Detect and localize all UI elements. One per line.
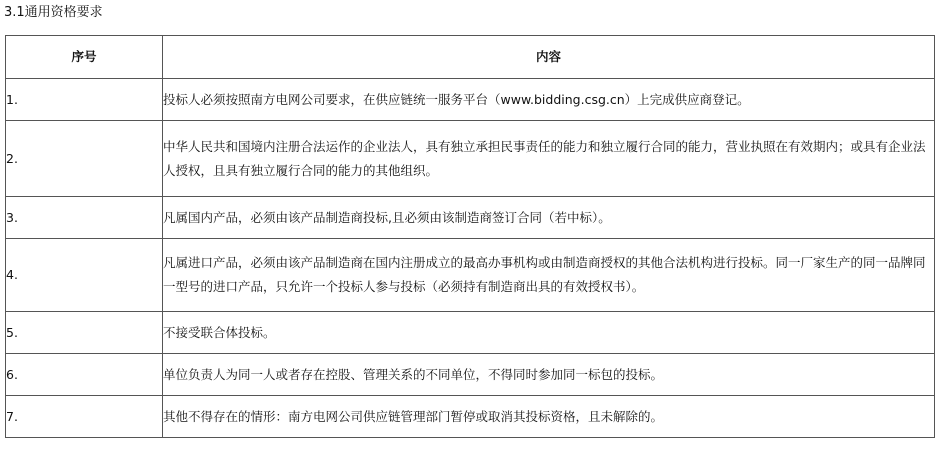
row-content: 不接受联合体投标。 (163, 312, 935, 354)
table-row (6, 79, 935, 121)
header-serial-number: 序号 (6, 36, 163, 79)
row-content: 其他不得存在的情形：南方电网公司供应链管理部门暂停或取消其投标资格，且未解除的。 (163, 396, 935, 438)
table-row (6, 239, 935, 312)
table-row (6, 197, 935, 239)
table-row (6, 354, 935, 396)
row-content: 中华人民共和国境内注册合法运作的企业法人，具有独立承担民事责任的能力和独立履行合同的能力，营业执照在有效期内；或具有企业法人授权，且具有独立履行合同的能力的其他组织。 (163, 121, 935, 197)
table-row (6, 121, 935, 197)
row-content: 投标人必须按照南方电网公司要求，在供应链统一服务平台（www.bidding.csg.cn）上完成供应商登记。 (163, 79, 935, 121)
row-number: 4. (6, 239, 163, 312)
header-content: 内容 (163, 36, 935, 79)
row-number: 3. (6, 197, 163, 239)
row-content: 单位负责人为同一人或者存在控股、管理关系的不同单位，不得同时参加同一标包的投标。 (163, 354, 935, 396)
row-number: 6. (6, 354, 163, 396)
table-row (6, 312, 935, 354)
row-number: 1. (6, 79, 163, 121)
row-number: 5. (6, 312, 163, 354)
qualification-table (5, 35, 935, 438)
row-number: 7. (6, 396, 163, 438)
row-content: 凡属国内产品，必须由该产品制造商投标,且必须由该制造商签订合同（若中标）。 (163, 197, 935, 239)
table-row (6, 396, 935, 438)
row-content: 凡属进口产品，必须由该产品制造商在国内注册成立的最高办事机构或由制造商授权的其他合法机构进行投标。同一厂家生产的同一品牌同一型号的进口产品，只允许一个投标人参与投标（必须持有制造商出具的有效授权书）。 (163, 239, 935, 312)
row-number: 2. (6, 121, 163, 197)
section-heading: 3.1通用资格要求 (4, 5, 103, 20)
table-header-row (6, 36, 935, 79)
